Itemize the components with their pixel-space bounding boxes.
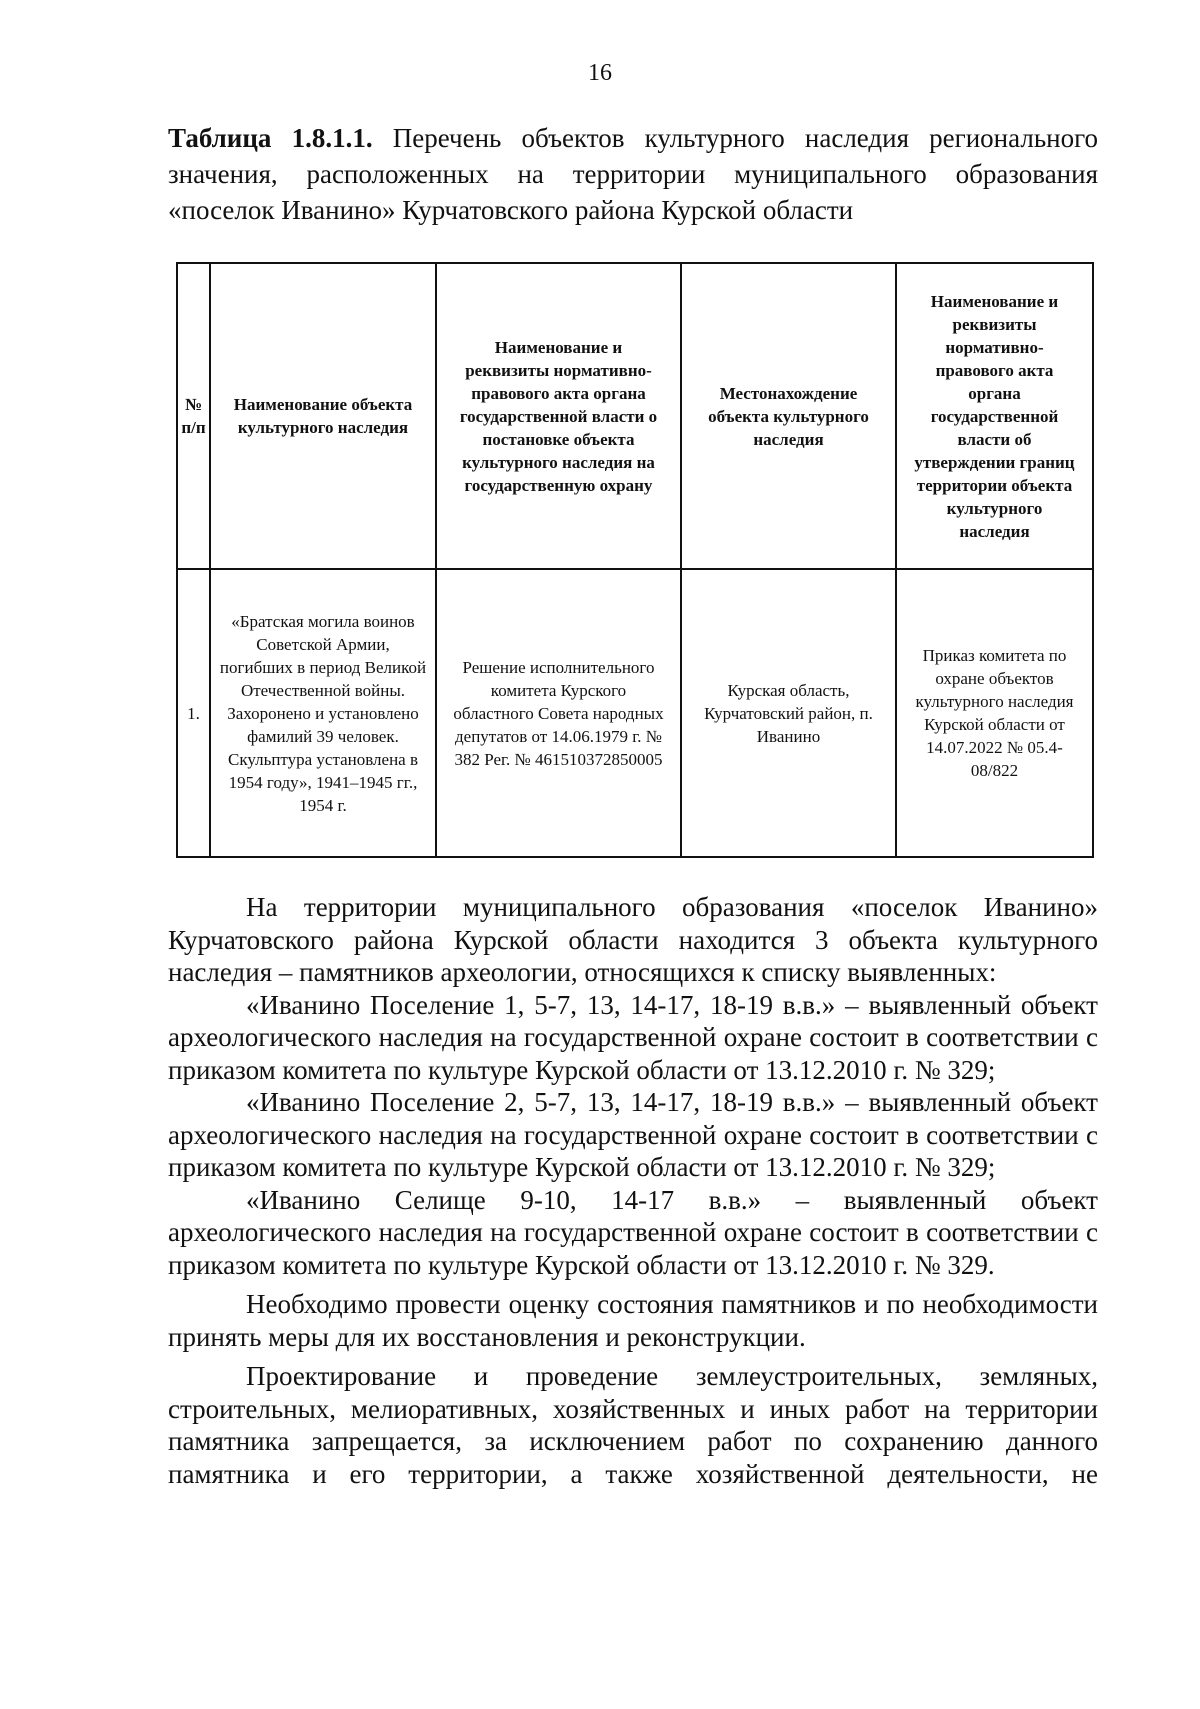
body-text <box>168 891 1098 1490</box>
cell-location: Курская область, Курчатовский район, п. Иванино <box>681 569 896 857</box>
cell-boundary-act: Приказ комитета по охране объектов культурного наследия Курской области от 14.07.2022 № 05.4-08/822 <box>896 569 1093 857</box>
table-caption-label: Таблица 1.8.1.1. <box>168 123 373 153</box>
paragraph: «Иванино Поселение 2, 5-7, 13, 14-17, 18-19 в.в.» – выявленный объект археологического наследия на государственной охране состоит в соответствии с приказом комитета по культуре Курской области от 13.12.2010 г. № 329; <box>168 1087 1098 1182</box>
cell-act: Решение исполнительного комитета Курского областного Совета народных депутатов от 14.06.1979 г. № 382 Рег. № 461510372850005 <box>436 569 681 857</box>
heritage-objects-table <box>176 262 1094 858</box>
header-location: Местонахождение объекта культурного наследия <box>681 263 896 569</box>
header-boundary-act: Наименование и реквизиты нормативно-правового акта органа государственной власти об утверждении границ территории объекта культурного наследия <box>896 263 1093 569</box>
table-caption-text: Перечень объектов культурного наследия регионального значения, расположенных на территории муниципального образования «поселок Иванино» Курчатовского района Курской области <box>168 123 1098 225</box>
paragraph: Необходимо провести оценку состояния памятников и по необходимости принять меры для их восстановления и реконструкции. <box>168 1289 1098 1352</box>
header-name: Наименование объекта культурного наследия <box>210 263 436 569</box>
cell-num: 1. <box>177 569 210 857</box>
cell-name: «Братская могила воинов Советской Армии, погибших в период Великой Отечественной войны. Захоронено и установлено фамилий 39 человек. Скульптура установлена в 1954 году», 1941–1945 гг., 1954 г. <box>210 569 436 857</box>
paragraph: На территории муниципального образования «поселок Иванино» Курчатовского района Курской области находится 3 объекта культурного наследия – памятников археологии, относящихся к списку выявленных: <box>168 892 1098 987</box>
header-act: Наименование и реквизиты нормативно-правового акта органа государственной власти о постановке объекта культурного наследия на государственную охрану <box>436 263 681 569</box>
paragraph: Проектирование и проведение землеустроительных, земляных, строительных, мелиоративных, хозяйственных и иных работ на территории памятника запрещается, за исключением работ по сохранению данного памятника и его территории, а также хозяйственной деятельности, не <box>168 1361 1098 1489</box>
header-num: № п/п <box>177 263 210 569</box>
paragraph: «Иванино Селище 9-10, 14-17 в.в.» – выявленный объект археологического наследия на государственной охране состоит в соответствии с приказом комитета по культуре Курской области от 13.12.2010 г. № 329. <box>168 1184 1098 1280</box>
paragraph: «Иванино Поселение 1, 5-7, 13, 14-17, 18-19 в.в.» – выявленный объект археологического наследия на государственной охране состоит в соответствии с приказом комитета по культуре Курской области от 13.12.2010 г. № 329; <box>168 989 1098 1085</box>
page-number: 16 <box>588 60 612 86</box>
table-row <box>177 569 1093 857</box>
table-header-row <box>177 263 1093 569</box>
table-caption <box>168 120 1098 228</box>
